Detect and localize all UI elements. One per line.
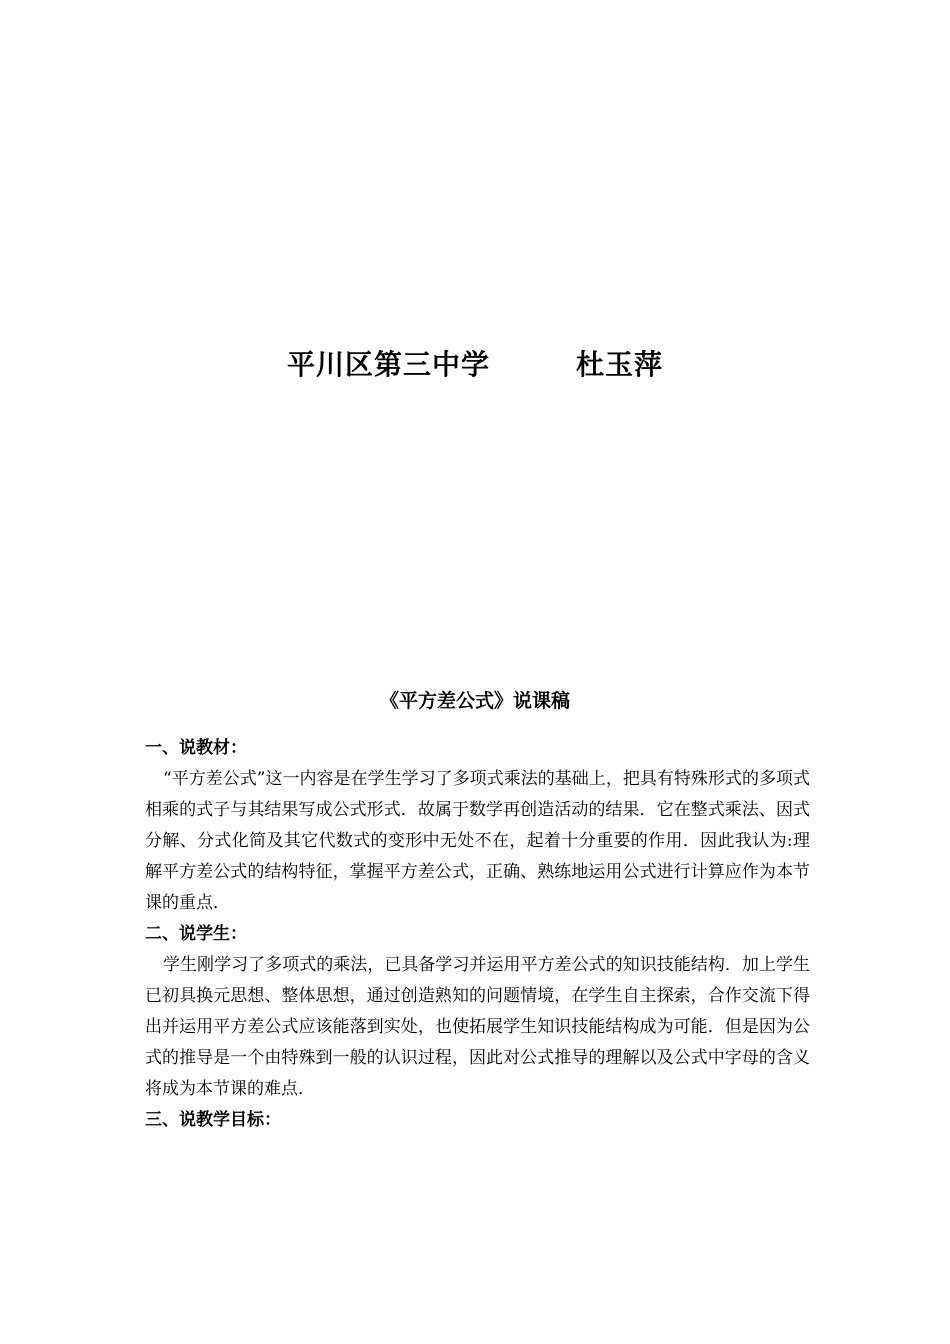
document-title: 《平方差公式》说课稿 <box>379 690 570 712</box>
author-name: 杜玉萍 <box>575 348 663 381</box>
school-name: 平川区第三中学 <box>286 348 490 381</box>
section-heading-students: 二、说学生： <box>145 924 247 944</box>
document-body <box>145 736 810 1136</box>
section-paragraph-students: 学生刚学习了多项式的乘法，已具备学习并运用平方差公式的知识技能结构．加上学生已初具换元思想、整体思想，通过创造熟知的问题情境，在学生自主探索，合作交流下得出并运用平方差公式应该能落到实处，也使拓展学生知识技能结构成为可能．但是因为公式的推导是一个由特殊到一般的认识过程，因此对公式推导的理解以及公式中字母的含义将成为本节课的难点． <box>145 955 810 1099</box>
section-heading-objectives: 三、说教学目标： <box>145 1110 281 1130</box>
section-heading-textbook: 一、说教材： <box>145 738 247 758</box>
cover-author-line <box>0 343 950 383</box>
section-paragraph-textbook: “平方差公式”这一内容是在学生学习了多项式乘法的基础上，把具有特殊形式的多项式相乘的式子与其结果写成公式形式．故属于数学再创造活动的结果．它在整式乘法、因式分解、分式化简及其它代数式的变形中无处不在，起着十分重要的作用．因此我认为:理解平方差公式的结构特征，掌握平方差公式，正确、熟练地运用公式进行计算应作为本节课的重点． <box>145 769 810 913</box>
